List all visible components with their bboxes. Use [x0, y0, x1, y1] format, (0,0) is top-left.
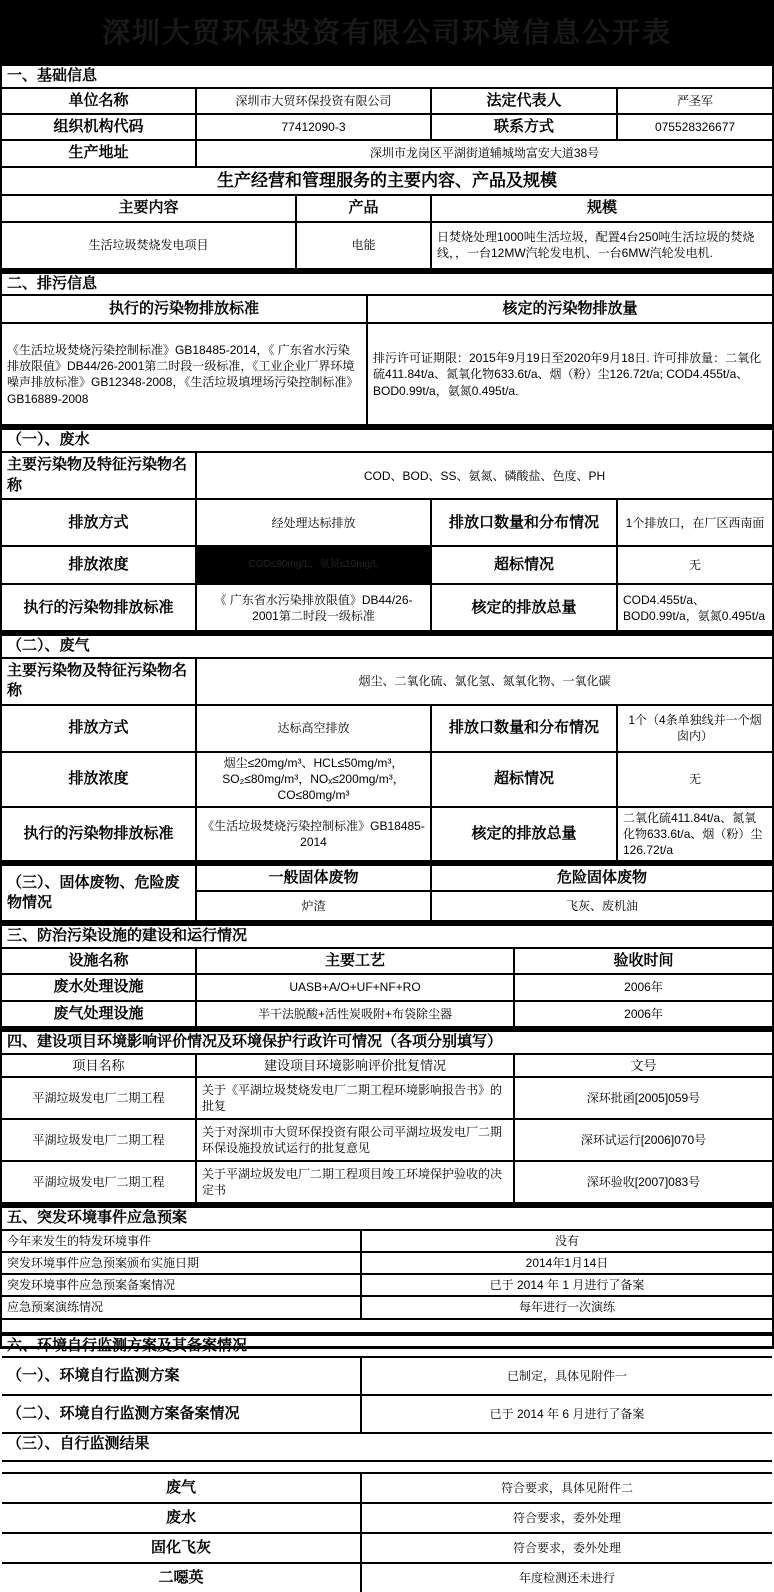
- emergency-row: [2, 1253, 772, 1275]
- row-ww-standard: [2, 585, 772, 632]
- form-title-bar: [2, 0, 772, 62]
- row-solid-values: [197, 892, 772, 920]
- row-monitoring-plan: [2, 1358, 772, 1396]
- section-wastewater-heading: （一）、废水: [2, 426, 772, 453]
- eia-approval: 关于对深圳市大贸环保投资有限公司平湖垃圾发电厂二期环保设施投放试运行的批复意见: [197, 1120, 515, 1160]
- ww-outlets-value: 1个排放口，在厂区西南面: [625, 515, 765, 530]
- row-address: [2, 141, 772, 167]
- row-gas-standard: [2, 808, 772, 863]
- gas-outlets-value: 1个（4条单独线并一个烟囱内）: [628, 713, 762, 744]
- result-row: [2, 1534, 772, 1564]
- monitoring-record-label: （二）、环境自行监测方案备案情况: [2, 1396, 362, 1432]
- ww-outlets-label: 排放口数量和分布情况: [432, 500, 618, 545]
- eia-doc: 深环批函[2005]059号: [586, 1091, 701, 1106]
- approval-col-label: 建设项目环境影响评价批复情况: [197, 1055, 515, 1077]
- exec-standards-col-label: 执行的污染物排放标准: [2, 296, 368, 322]
- row-gas-concentration: [2, 753, 772, 808]
- facility-row-wastewater: [2, 975, 772, 1001]
- content-value: 生活垃圾焚烧发电项目: [2, 223, 297, 268]
- ww-method-label: 排放方式: [2, 500, 197, 545]
- facility-time: 2006年: [624, 1006, 663, 1021]
- general-waste-col-label: 一般固体废物: [197, 866, 432, 890]
- emergency-value: 已于 2014 年 1 月进行了备案: [489, 1278, 645, 1293]
- section-gas-heading: （二）、废气: [2, 632, 772, 659]
- row-org-code: [2, 115, 772, 141]
- row-facilities-columns: [2, 949, 772, 975]
- gas-std-label: 执行的污染物排放标准: [2, 808, 197, 861]
- solid-heading: （三）、固体废物、危险废物情况: [2, 866, 197, 920]
- gas-outlets-label: 排放口数量和分布情况: [432, 706, 618, 751]
- gas-std-value: 《生活垃圾焚烧污染控制标准》GB18485-2014: [197, 808, 432, 861]
- gas-pollutants-label: 主要污染物及特征污染物名称: [2, 659, 197, 704]
- eia-doc: 深环验收[2007]083号: [586, 1175, 701, 1190]
- ww-method-value: 经处理达标排放: [197, 500, 432, 545]
- address-value: 深圳市龙岗区平湖街道辅城坳富安大道38号: [369, 146, 600, 161]
- section-emergency-heading: 五、突发环境事件应急预案: [2, 1204, 772, 1231]
- result-value: 符合要求，委外处理: [512, 1541, 621, 1556]
- doc-col-label: 文号: [630, 1057, 657, 1073]
- unit-name-value: 深圳市大贸环保投资有限公司: [197, 89, 432, 113]
- ww-conc-label: 排放浓度: [2, 547, 197, 583]
- result-label: 废水: [2, 1504, 362, 1532]
- emergency-value: 2014年1月14日: [525, 1256, 609, 1271]
- form-title: 深圳大贸环保投资有限公司环境信息公开表: [101, 17, 672, 48]
- gas-conc-value: 烟尘≤20mg/m³、HCL≤50mg/m³，SO₂≤80mg/m³，NOₓ≤200mg/m³，CO≤80mg/m³: [197, 753, 432, 806]
- content-col-label: 主要内容: [2, 196, 297, 220]
- ww-pollutants-value: COD、BOD、SS、氨氮、磷酸盐、色度、PH: [363, 468, 606, 483]
- general-waste-value: 炉渣: [197, 892, 432, 920]
- facility-row-gas: [2, 1002, 772, 1028]
- row-solid-columns: [197, 866, 772, 892]
- results-gap: [2, 1462, 772, 1474]
- facility-name: 废水处理设施: [2, 975, 197, 999]
- unit-name-label: 单位名称: [2, 89, 197, 113]
- emergency-value: 没有: [554, 1233, 579, 1248]
- section-basic-heading: 一、基础信息: [2, 62, 772, 89]
- contact-value: 075528326677: [654, 120, 736, 135]
- acceptance-col-label: 验收时间: [613, 952, 674, 970]
- eia-project: 平湖垃圾发电厂二期工程: [2, 1120, 197, 1160]
- section-eia-heading: 四、建设项目环境影响评价情况及环境保护行政许可情况（各项分别填写）: [2, 1028, 772, 1055]
- row-biz-columns: [2, 196, 772, 222]
- hazard-waste-col-label: 危险固体废物: [556, 869, 647, 887]
- facility-process: UASB+A/O+UF+NF+RO: [197, 975, 515, 999]
- gas-total-value: 二氧化硫411.84t/a、氮氧化物633.6t/a、烟（粉）尘126.72t/a: [623, 810, 763, 857]
- gas-total-label: 核定的排放总量: [432, 808, 618, 861]
- eia-doc: 深环试运行[2006]070号: [580, 1133, 707, 1148]
- process-col-label: 主要工艺: [197, 949, 515, 973]
- legal-rep-value: 严圣军: [676, 93, 713, 108]
- contact-label: 联系方式: [432, 115, 618, 139]
- eia-row: [2, 1162, 772, 1204]
- section-discharge-heading: 二、排污信息: [2, 270, 772, 297]
- section-gap: [2, 1320, 772, 1332]
- result-value: 年度检测还未进行: [518, 1571, 615, 1586]
- result-row: [2, 1504, 772, 1534]
- row-discharge-columns: [2, 296, 772, 324]
- emergency-value: 每年进行一次演练: [518, 1300, 615, 1315]
- emergency-row: [2, 1231, 772, 1253]
- result-label: 废气: [2, 1474, 362, 1502]
- ww-conc-value-redacted: COD≤90mg/L，氨氮≤10mg/L: [197, 547, 432, 583]
- section-monitoring-heading: 六、环境自行监测方案及其备案情况: [2, 1332, 772, 1359]
- exec-standards-value: 《生活垃圾焚烧污染控制标准》GB18485-2014，《 广东省水污染排放限值》DB44/26-2001第二时段一级标准，《工业企业厂界环境噪声排放标准》GB12348-2008，《生活垃圾填埋场污染控制标准》GB16889-2008: [2, 324, 368, 424]
- result-label: 固化飞灰: [2, 1534, 362, 1562]
- eia-row: [2, 1078, 772, 1120]
- emergency-label: 今年来发生的特发环境事件: [2, 1231, 362, 1251]
- biz-header: 生产经营和管理服务的主要内容、产品及规模: [217, 170, 557, 190]
- emergency-row: [2, 1297, 772, 1319]
- eia-project: 平湖垃圾发电厂二期工程: [2, 1162, 197, 1202]
- facility-name: 废气处理设施: [2, 1002, 197, 1026]
- scale-value: 日焚烧处理1000吨生活垃圾，配置4台250吨生活垃圾的焚烧线，，一台12MW汽轮发电机、一台6MW汽轮发电机.: [437, 230, 755, 261]
- section-facilities-heading: 三、防治污染设施的建设和运行情况: [2, 922, 772, 949]
- row-biz-content: [2, 223, 772, 270]
- gas-pollutants-value: 烟尘、二氧化硫、氯化氢、氮氧化物、一氧化碳: [358, 674, 611, 689]
- hazard-waste-value: 飞灰、废机油: [565, 899, 638, 914]
- eia-row: [2, 1120, 772, 1162]
- ww-std-label: 执行的污染物排放标准: [2, 585, 197, 630]
- emergency-row: [2, 1275, 772, 1297]
- scale-col-label: 规模: [586, 199, 617, 217]
- ww-exceed-value: 无: [688, 558, 701, 573]
- row-monitoring-record: [2, 1396, 772, 1434]
- eia-approval: 关于平湖垃圾发电厂二期工程项目竣工环境保护验收的决定书: [197, 1162, 515, 1202]
- facility-time: 2006年: [624, 980, 663, 995]
- product-value: 电能: [297, 223, 432, 268]
- monitoring-record-value: 已于 2014 年 6 月进行了备案: [489, 1407, 645, 1422]
- ww-exceed-label: 超标情况: [432, 547, 618, 583]
- legal-rep-label: 法定代表人: [432, 89, 618, 113]
- facility-process: 半干法脱酸+活性炭吸附+布袋除尘器: [197, 1002, 515, 1026]
- gas-conc-label: 排放浓度: [2, 753, 197, 806]
- row-eia-columns: [2, 1055, 772, 1079]
- result-row: [2, 1564, 772, 1592]
- gas-method-label: 排放方式: [2, 706, 197, 751]
- org-code-value: 77412090-3: [197, 115, 432, 139]
- eia-approval: 关于《平湖垃圾焚烧发电厂二期工程环境影响报告书》的批复: [197, 1078, 515, 1118]
- ww-pollutants-label: 主要污染物及特征污染物名称: [2, 453, 197, 498]
- row-solid-waste: [2, 862, 772, 922]
- result-value: 符合要求，具体见附件二: [500, 1481, 633, 1496]
- ww-total-label: 核定的排放总量: [432, 585, 618, 630]
- monitoring-plan-label: （一）、环境自行监测方案: [2, 1358, 362, 1394]
- row-gas-method: [2, 706, 772, 753]
- row-discharge-content: [2, 324, 772, 426]
- monitoring-plan-value: 已制定，具体见附件一: [506, 1369, 627, 1384]
- ww-total-value: COD4.455t/a、BOD0.99t/a，氨氮0.495t/a: [623, 592, 766, 623]
- section-results-heading: （三）、自行监测结果: [2, 1434, 772, 1462]
- row-biz-header: [2, 168, 772, 197]
- gas-exceed-value: 无: [688, 772, 701, 787]
- result-value: 符合要求，委外处理: [512, 1511, 621, 1526]
- row-ww-pollutants: [2, 453, 772, 500]
- gas-exceed-label: 超标情况: [432, 753, 618, 806]
- result-label: 二噁英: [2, 1564, 362, 1592]
- solid-grid: [197, 866, 772, 920]
- emergency-label: 应急预案演练情况: [2, 1297, 362, 1317]
- address-label: 生产地址: [2, 141, 197, 165]
- row-ww-concentration: [2, 547, 772, 585]
- row-gas-pollutants: [2, 659, 772, 706]
- result-row: [2, 1474, 772, 1504]
- eia-project: 平湖垃圾发电厂二期工程: [2, 1078, 197, 1118]
- ww-std-value: 《 广东省水污染排放限值》DB44/26-2001第二时段一级标准: [197, 585, 432, 630]
- org-code-label: 组织机构代码: [2, 115, 197, 139]
- project-col-label: 项目名称: [2, 1055, 197, 1077]
- product-col-label: 产品: [297, 196, 432, 220]
- facility-name-col-label: 设施名称: [2, 949, 197, 973]
- gas-method-value: 达标高空排放: [197, 706, 432, 751]
- row-ww-method: [2, 500, 772, 547]
- emergency-label: 突发环境事件应急预案备案情况: [2, 1275, 362, 1295]
- row-unit-name: [2, 89, 772, 115]
- emergency-label: 突发环境事件应急预案颁布实施日期: [2, 1253, 362, 1273]
- approved-amount-value: 排污许可证期限：2015年9月19日至2020年9月18日. 许可排放量：二氧化硫411.84t/a、氮氧化物633.6t/a、烟（粉）尘126.72t/a; COD4.455t/a、BOD0.99t/a，氨氮0.495t/a.: [373, 351, 762, 398]
- approved-amount-col-label: 核定的污染物排放量: [502, 300, 638, 318]
